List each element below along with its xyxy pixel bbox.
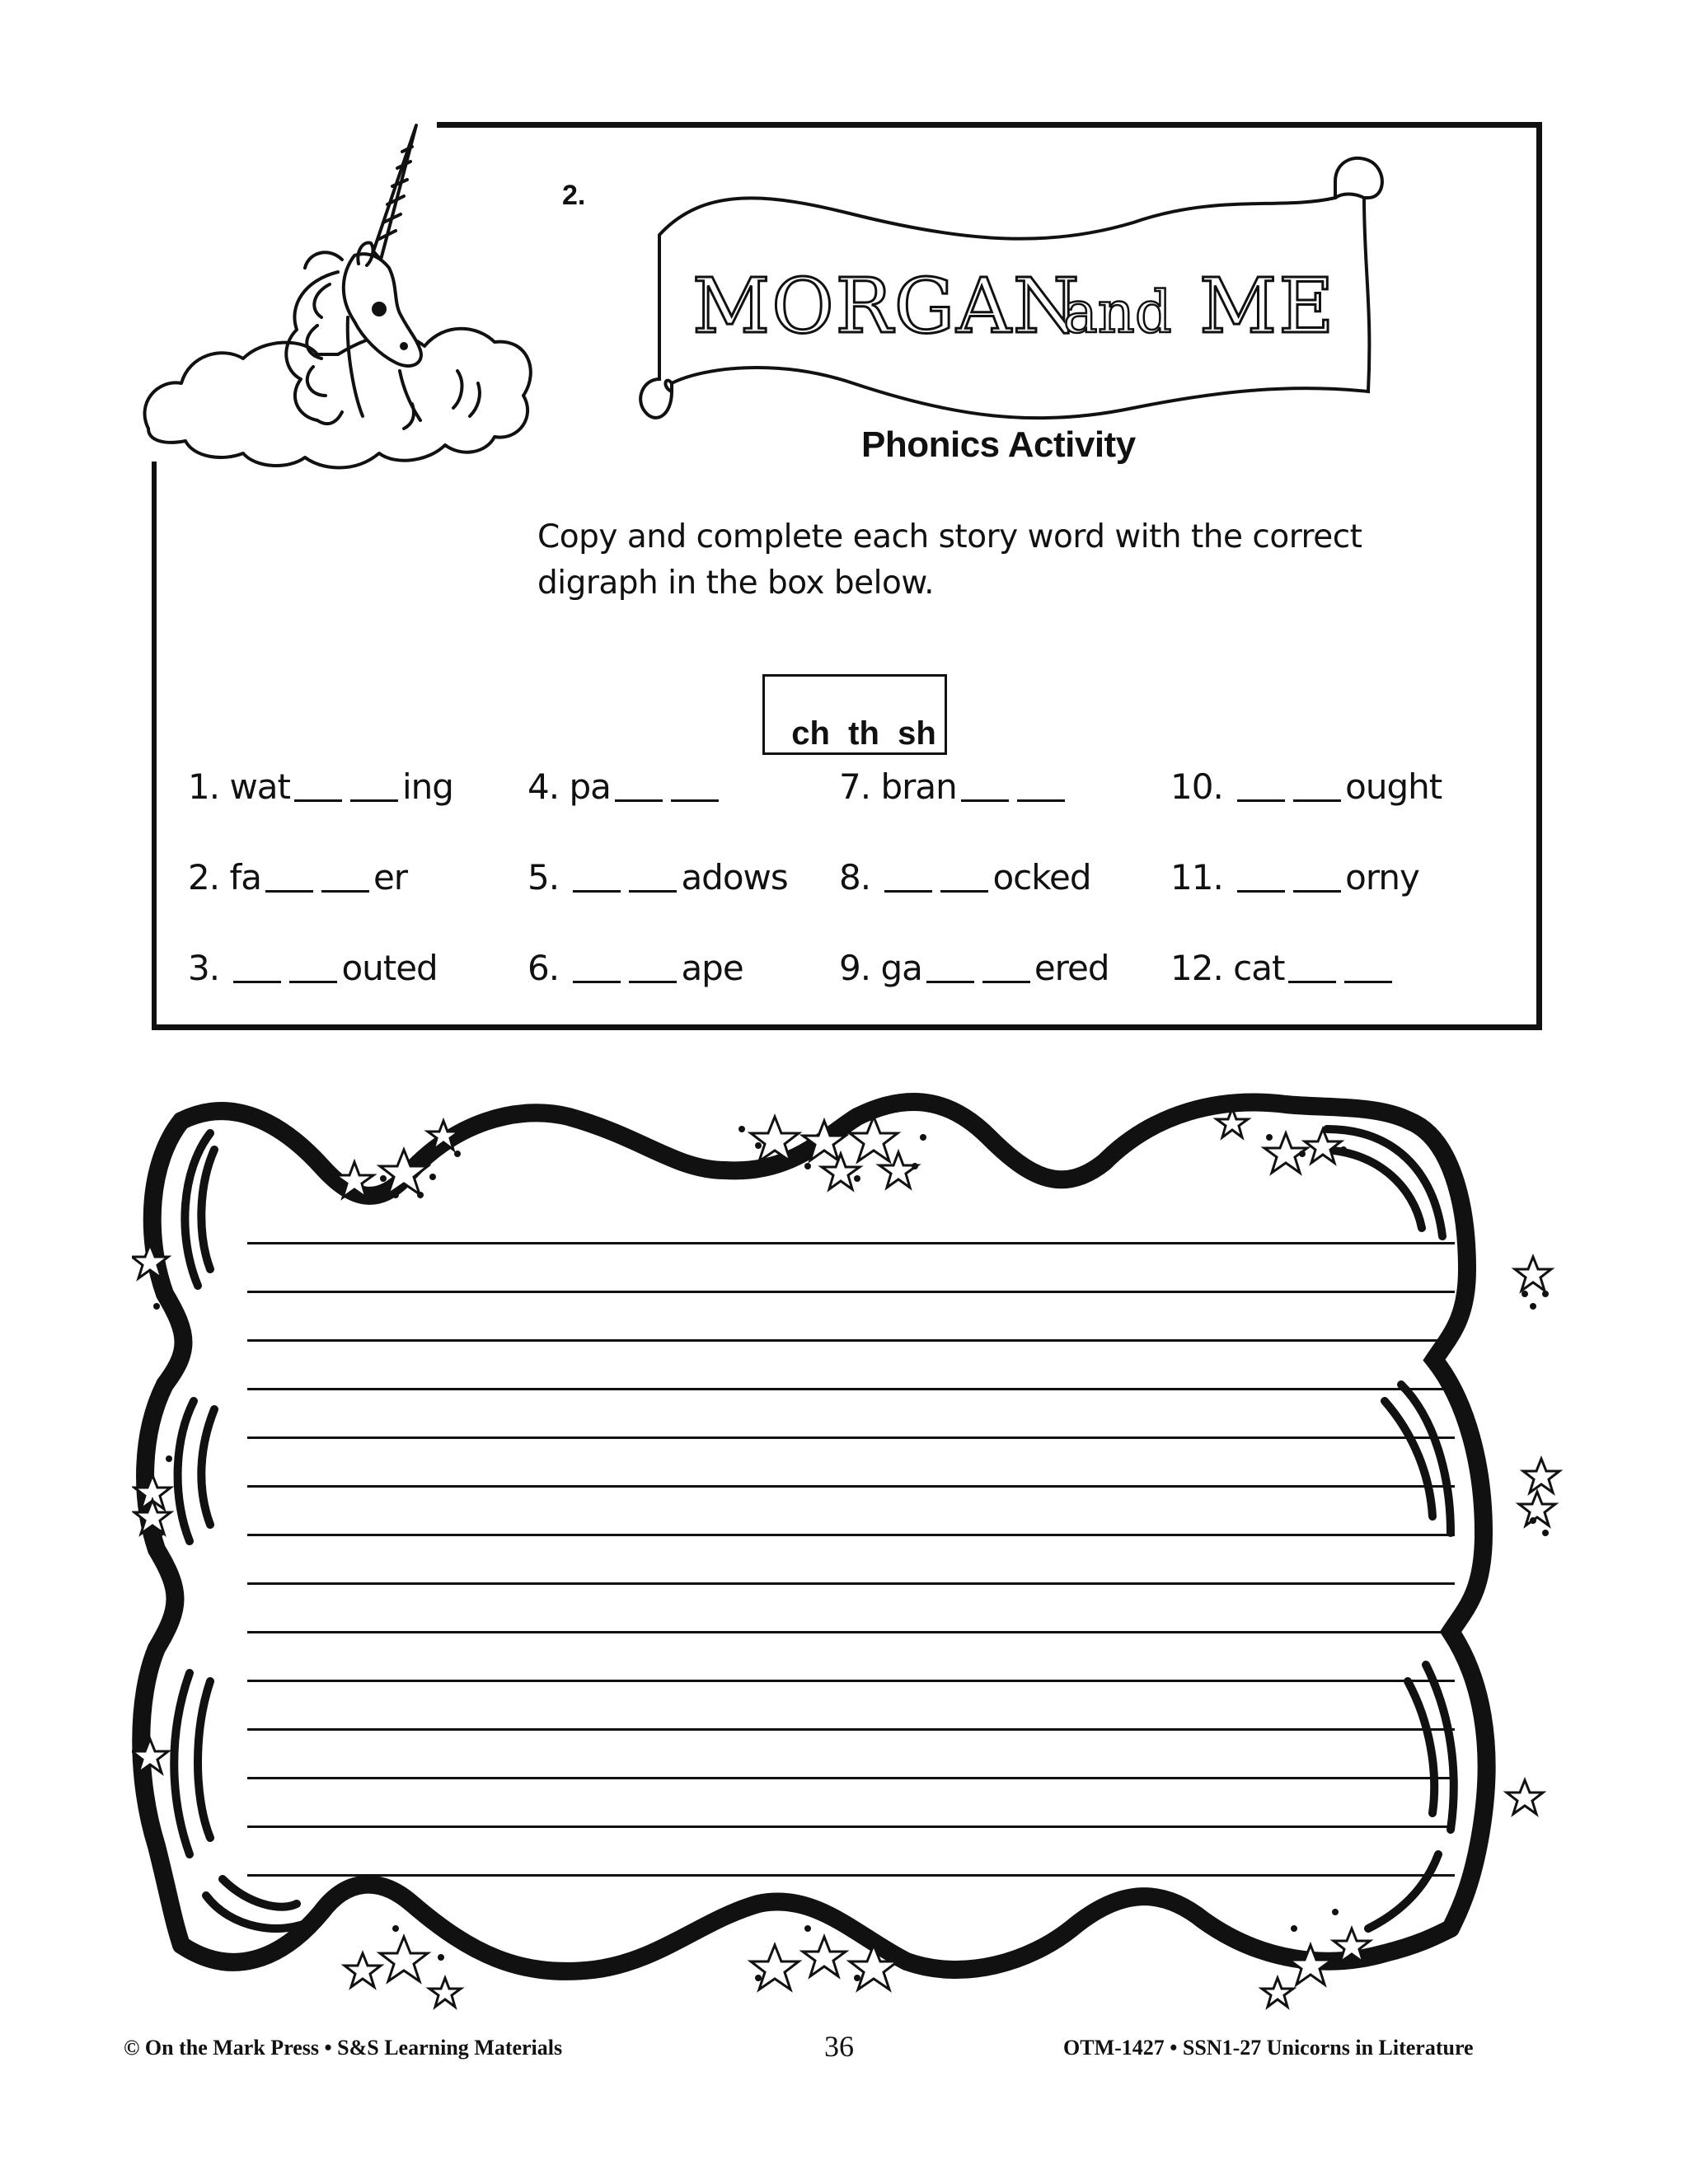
answer-blank[interactable] <box>1017 799 1065 802</box>
footer-product-code: OTM-1427 • SSN1-27 Unicorns in Literature <box>1063 2036 1474 2060</box>
box-border-left <box>152 462 157 1030</box>
answer-blank[interactable] <box>1293 799 1341 802</box>
writing-line[interactable] <box>247 1485 1455 1488</box>
instructions <box>537 514 1362 607</box>
instructions-line-1: Copy and complete each story word with the correct <box>537 518 1362 555</box>
decorative-ribbon-frame <box>132 1071 1566 2019</box>
word-item: 9. ga ered <box>839 948 1109 988</box>
answer-blank[interactable] <box>1237 799 1285 802</box>
writing-line[interactable] <box>247 1436 1455 1439</box>
answer-blank[interactable] <box>671 799 719 802</box>
word-item: 12. cat <box>1170 948 1396 988</box>
digraph-box <box>762 674 947 755</box>
banner-title-and: and <box>1063 279 1172 346</box>
word-item: 6. ape <box>528 948 743 988</box>
activity-number: 2. <box>562 180 586 211</box>
answer-blank[interactable] <box>573 980 621 983</box>
answer-blank[interactable] <box>982 980 1030 983</box>
word-item: 7. bran <box>839 766 1069 807</box>
answer-blank[interactable] <box>350 799 398 802</box>
word-item: 11. orny <box>1170 857 1419 898</box>
answer-blank[interactable] <box>884 889 932 893</box>
box-border-top <box>437 122 1541 128</box>
writing-line[interactable] <box>247 1242 1455 1244</box>
banner-title-morgan: MORGAN <box>692 262 1081 350</box>
box-border-bottom <box>152 1024 1542 1030</box>
word-item: 1. wat ing <box>188 766 453 807</box>
writing-line[interactable] <box>247 1874 1455 1877</box>
page-number: 36 <box>824 2030 854 2063</box>
answer-blank[interactable] <box>1237 889 1285 893</box>
answer-blank[interactable] <box>265 889 313 893</box>
answer-blank[interactable] <box>629 889 677 893</box>
answer-blank[interactable] <box>1293 889 1341 893</box>
writing-line[interactable] <box>247 1631 1455 1633</box>
answer-blank[interactable] <box>573 889 621 893</box>
banner-title-me: ME <box>1199 262 1336 350</box>
instructions-line-2: digraph in the box below. <box>537 565 935 602</box>
answer-blank[interactable] <box>1344 980 1392 983</box>
answer-blank[interactable] <box>961 799 1009 802</box>
word-item: 4. pa <box>528 766 723 807</box>
box-border-right <box>1536 122 1542 1030</box>
answer-blank[interactable] <box>321 889 369 893</box>
unicorn-cloud-illustration <box>132 107 593 519</box>
writing-line[interactable] <box>247 1825 1455 1828</box>
writing-line[interactable] <box>247 1777 1455 1779</box>
writing-line[interactable] <box>247 1291 1455 1293</box>
title-banner-scroll <box>639 144 1405 429</box>
writing-line[interactable] <box>247 1582 1455 1585</box>
answer-blank[interactable] <box>233 980 281 983</box>
word-item: 8. ocked <box>839 857 1091 898</box>
answer-blank[interactable] <box>615 799 663 802</box>
writing-line[interactable] <box>247 1388 1455 1390</box>
answer-blank[interactable] <box>926 980 974 983</box>
answer-blank[interactable] <box>1288 980 1336 983</box>
writing-line[interactable] <box>247 1339 1455 1342</box>
writing-line[interactable] <box>247 1728 1455 1731</box>
word-item: 3. outed <box>188 948 438 988</box>
answer-blank[interactable] <box>940 889 988 893</box>
word-item: 5. adows <box>528 857 788 898</box>
activity-subtitle: Phonics Activity <box>861 424 1136 465</box>
footer-publisher: © On the Mark Press • S&S Learning Materials <box>124 2036 563 2060</box>
word-item: 10. ought <box>1170 766 1442 807</box>
writing-line[interactable] <box>247 1680 1455 1682</box>
answer-blank[interactable] <box>294 799 342 802</box>
answer-blank[interactable] <box>289 980 337 983</box>
digraph-options: ch th sh <box>791 715 936 752</box>
writing-line[interactable] <box>247 1534 1455 1536</box>
answer-blank[interactable] <box>629 980 677 983</box>
word-item: 2. fa er <box>188 857 408 898</box>
